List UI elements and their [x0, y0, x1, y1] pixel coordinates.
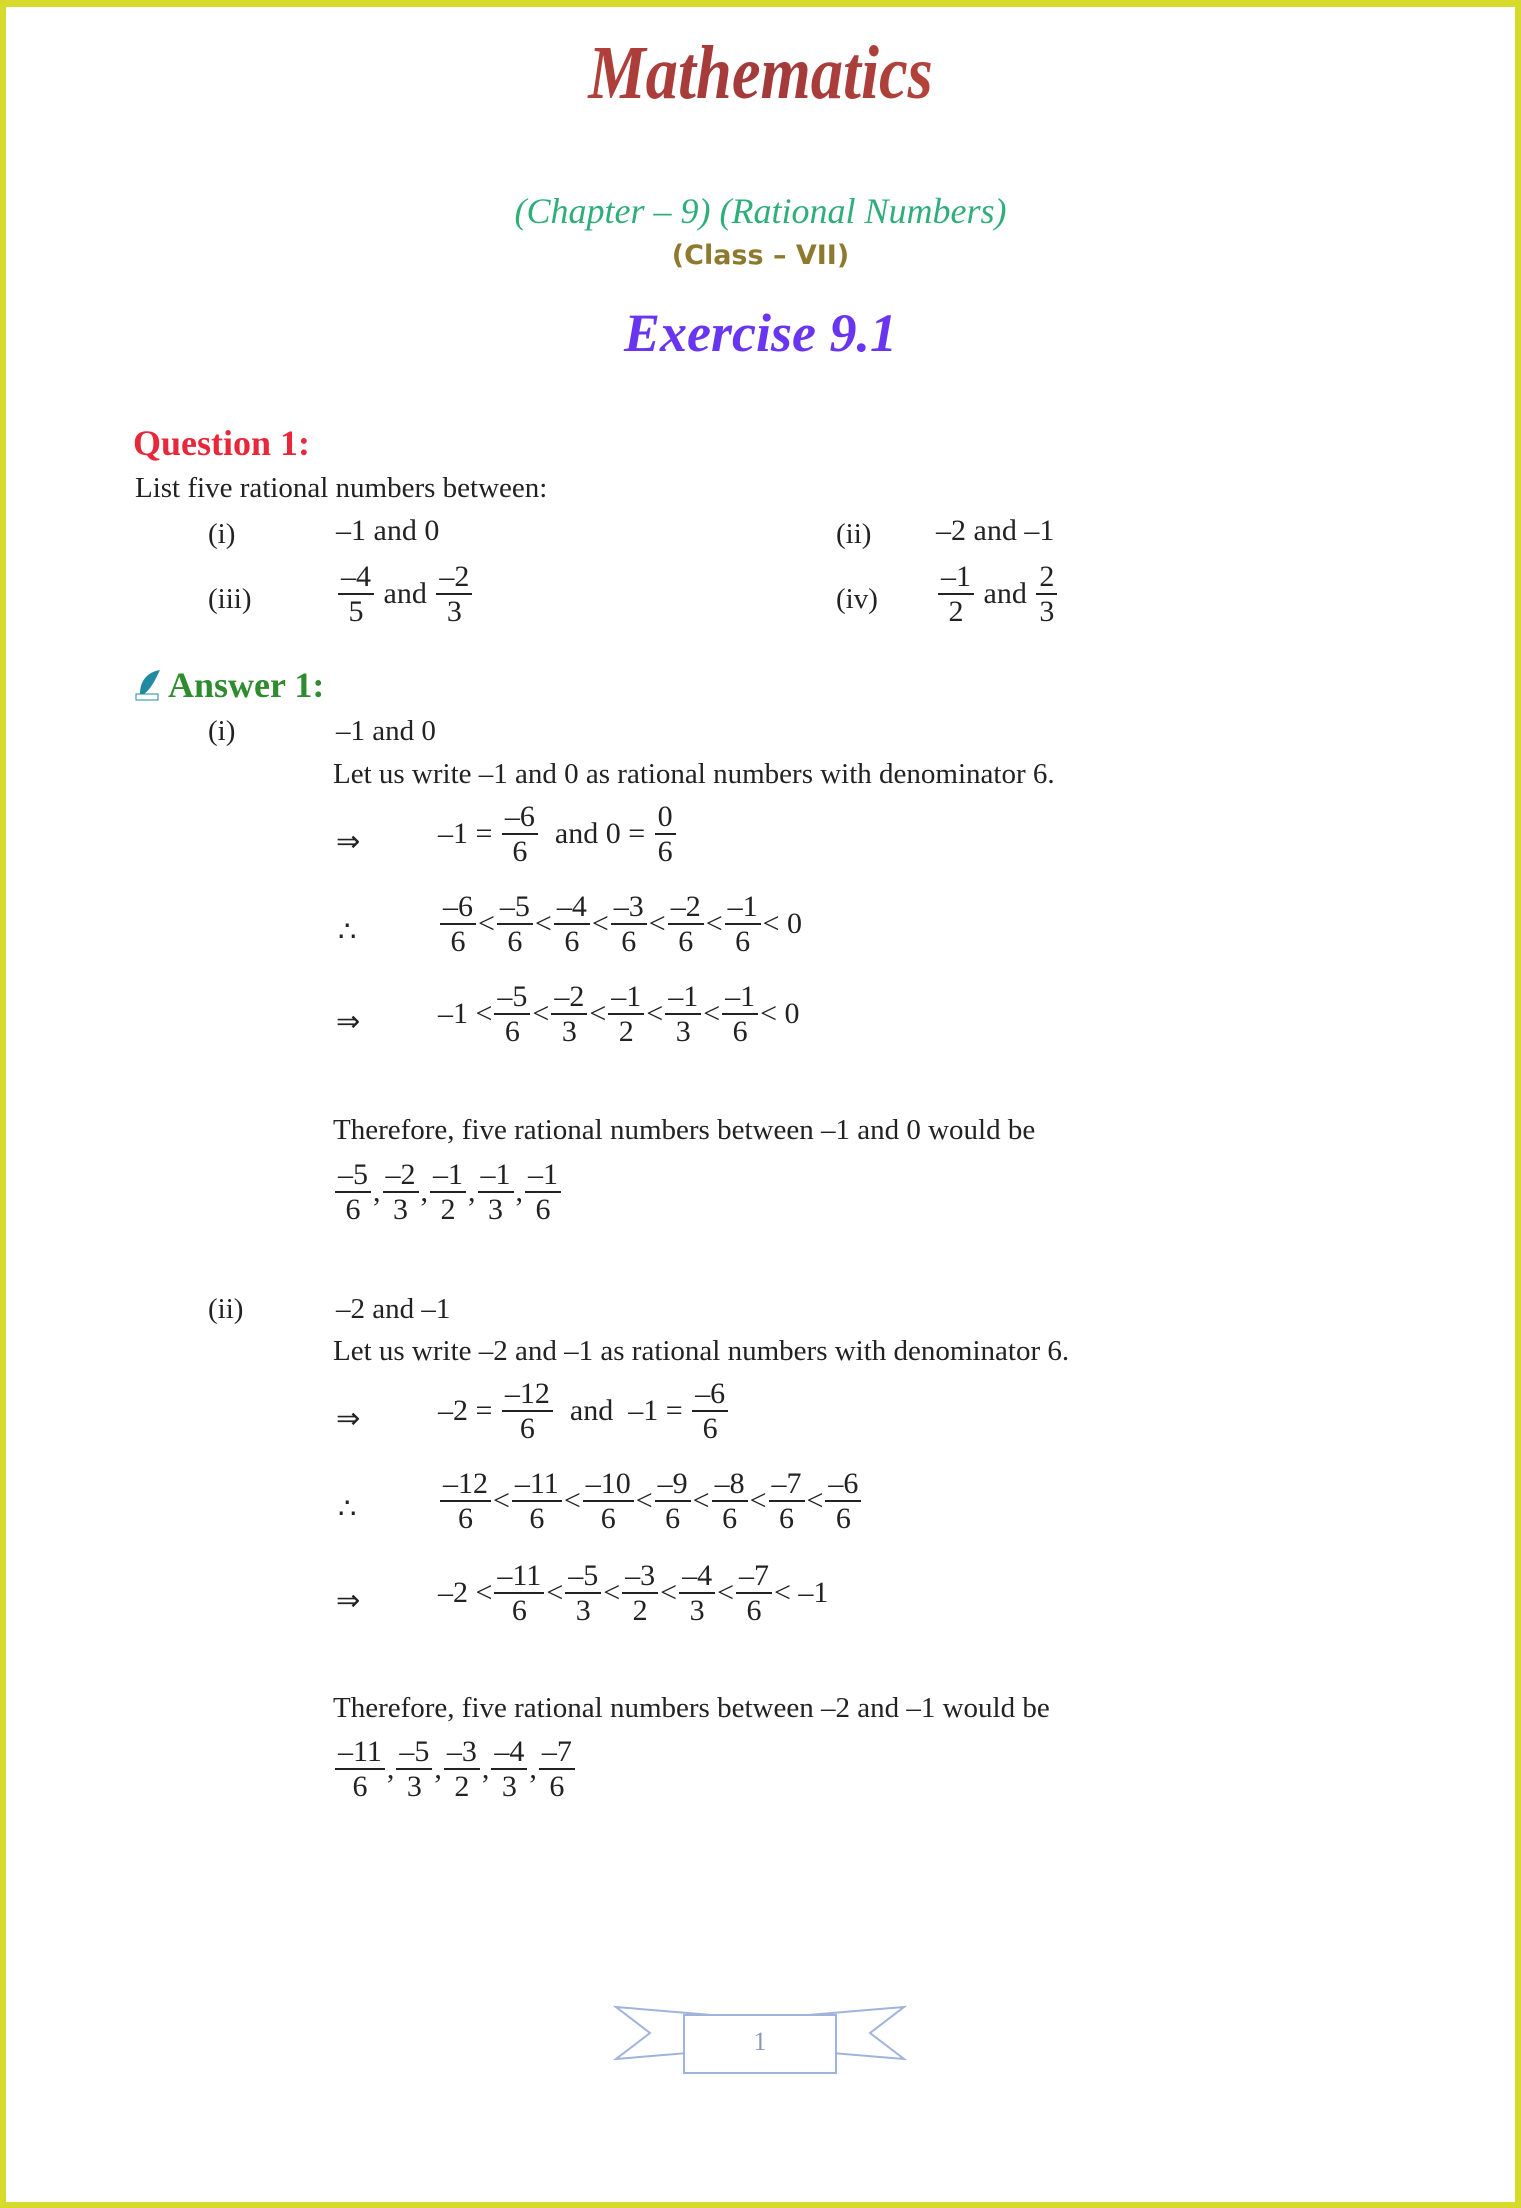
numerator: –5 — [497, 890, 533, 925]
numerator: –6 — [502, 800, 538, 835]
numerator: –4 — [338, 560, 374, 595]
fraction — [491, 1735, 527, 1803]
step-expr — [438, 980, 800, 1048]
fraction — [551, 980, 587, 1048]
fraction — [335, 1735, 385, 1803]
numerator: –11 — [335, 1735, 385, 1770]
answer-label: Answer 1: — [168, 665, 325, 705]
numerator: –1 — [725, 890, 761, 925]
question-part-expr — [336, 514, 439, 548]
numerator: –1 — [938, 560, 974, 595]
math-text: and — [376, 577, 435, 610]
math-text: , — [515, 1175, 523, 1208]
fraction — [668, 890, 704, 958]
part-heading: –2 and –1 — [336, 1293, 451, 1325]
numerator: –6 — [692, 1377, 728, 1412]
denominator: 6 — [835, 1502, 851, 1535]
numerator: –3 — [611, 890, 647, 925]
fraction — [383, 1158, 419, 1226]
numerator: –11 — [512, 1467, 562, 1502]
numerator: –9 — [655, 1467, 691, 1502]
fraction — [769, 1467, 805, 1535]
page-title: Mathematics — [114, 30, 1407, 117]
denominator: 6 — [735, 925, 751, 958]
math-text: –2 = — [438, 1394, 500, 1427]
denominator: 6 — [779, 1502, 794, 1535]
step-expr — [438, 1559, 828, 1627]
fraction — [583, 1467, 634, 1535]
fraction — [679, 1559, 715, 1627]
part-conclusion: Therefore, five rational numbers between –1 and 0 would be — [333, 1114, 1036, 1146]
fraction — [722, 980, 758, 1048]
denominator: 6 — [504, 1015, 520, 1048]
fraction — [335, 1158, 371, 1226]
fraction — [512, 1467, 562, 1535]
denominator: 3 — [488, 1193, 503, 1226]
question-part-expr — [936, 560, 1059, 628]
math-text: < — [648, 907, 666, 940]
step-symbol: ⇒ — [336, 1403, 361, 1435]
math-text: < — [546, 1576, 564, 1609]
fraction — [1036, 560, 1057, 628]
fraction — [665, 980, 701, 1048]
denominator: 3 — [689, 1594, 705, 1627]
math-text: –1 and 0 — [336, 514, 440, 547]
numerator: –4 — [679, 1559, 715, 1594]
math-text: and 0 = — [539, 817, 653, 850]
math-text: , — [420, 1175, 428, 1208]
denominator: 6 — [732, 1015, 748, 1048]
denominator: 6 — [352, 1770, 368, 1803]
numerator: –12 — [502, 1377, 553, 1412]
math-text: < — [532, 997, 550, 1030]
question-prompt: List five rational numbers between: — [135, 472, 548, 504]
math-text: and –1 = — [554, 1394, 691, 1427]
step-symbol: ⇒ — [336, 1585, 361, 1617]
numerator: –2 — [551, 980, 587, 1015]
fraction — [436, 560, 472, 628]
part-label: (iv) — [836, 583, 878, 615]
part-label: (i) — [208, 715, 236, 747]
fraction — [692, 1377, 728, 1445]
math-text: < 0 — [762, 907, 803, 940]
fraction — [478, 1158, 514, 1226]
denominator: 6 — [512, 835, 528, 868]
numerator: –3 — [622, 1559, 658, 1594]
step-expr — [438, 890, 802, 958]
part-intro: Let us write –2 and –1 as rational numbers with denominator 6. — [333, 1335, 1070, 1367]
denominator: 3 — [675, 1015, 691, 1048]
denominator: 2 — [948, 595, 964, 628]
numerator: –1 — [722, 980, 758, 1015]
denominator: 3 — [393, 1193, 408, 1226]
math-text: < — [806, 1484, 824, 1517]
denominator: 6 — [507, 925, 523, 958]
numerator: –5 — [494, 980, 530, 1015]
math-text: , — [481, 1752, 490, 1785]
numerator: –1 — [608, 980, 644, 1015]
numerator: –7 — [736, 1559, 772, 1594]
math-text: –1 = — [438, 817, 500, 850]
question-part-expr — [336, 560, 474, 628]
denominator: 3 — [575, 1594, 591, 1627]
denominator: 6 — [564, 925, 580, 958]
part-label: (iii) — [208, 583, 252, 615]
denominator: 6 — [600, 1502, 616, 1535]
denominator: 6 — [746, 1594, 762, 1627]
math-text: < — [692, 1484, 710, 1517]
math-text: < — [493, 1484, 510, 1517]
fraction — [494, 1559, 544, 1627]
denominator: 6 — [519, 1412, 535, 1445]
math-text: < — [603, 1576, 621, 1609]
math-text: < — [478, 907, 495, 940]
math-text: < 0 — [760, 997, 800, 1030]
fraction — [712, 1467, 748, 1535]
fraction — [440, 1467, 491, 1535]
part-intro: Let us write –1 and 0 as rational numbers with denominator 6. — [333, 758, 1055, 790]
math-text: < — [705, 907, 723, 940]
math-text: < — [703, 997, 721, 1030]
math-text: < — [534, 907, 552, 940]
numerator: –4 — [491, 1735, 527, 1770]
numerator: –12 — [440, 1467, 491, 1502]
numerator: –6 — [440, 890, 476, 925]
step-expr — [438, 1467, 863, 1535]
math-text: , — [386, 1752, 395, 1785]
part-label: (ii) — [208, 1293, 244, 1325]
fraction — [725, 890, 761, 958]
part-label: (ii) — [836, 518, 872, 550]
fraction — [440, 890, 476, 958]
math-text: –1 < — [438, 997, 493, 1030]
step-symbol: ⇒ — [336, 826, 361, 858]
numerator: –1 — [525, 1158, 561, 1193]
numerator: 2 — [1036, 560, 1057, 595]
numerator: –7 — [539, 1735, 575, 1770]
fraction — [554, 890, 590, 958]
page-number-ribbon — [612, 1985, 908, 2075]
numerator: –7 — [769, 1467, 805, 1502]
math-text: < — [591, 907, 609, 940]
numerator: –5 — [565, 1559, 601, 1594]
denominator: 6 — [458, 1502, 473, 1535]
result-list — [333, 1735, 577, 1803]
denominator: 2 — [618, 1015, 634, 1048]
numerator: –1 — [478, 1158, 514, 1193]
denominator: 5 — [348, 595, 364, 628]
part-conclusion: Therefore, five rational numbers between –2 and –1 would be — [333, 1692, 1050, 1724]
denominator: 2 — [454, 1770, 470, 1803]
step-expr — [438, 1377, 730, 1445]
fraction — [502, 1377, 553, 1445]
numerator: 0 — [655, 800, 676, 835]
denominator: 6 — [450, 925, 466, 958]
denominator: 2 — [632, 1594, 648, 1627]
numerator: –3 — [444, 1735, 480, 1770]
math-text: < — [646, 997, 664, 1030]
denominator: 6 — [621, 925, 637, 958]
denominator: 3 — [501, 1770, 517, 1803]
fraction — [736, 1559, 772, 1627]
fraction — [494, 980, 530, 1048]
denominator: 6 — [529, 1502, 545, 1535]
fraction — [396, 1735, 432, 1803]
fraction — [622, 1559, 658, 1627]
math-text: , — [468, 1175, 476, 1208]
fraction — [655, 1467, 691, 1535]
numerator: –11 — [494, 1559, 544, 1594]
numerator: –1 — [430, 1158, 466, 1193]
fraction — [655, 800, 676, 868]
math-text: and — [976, 577, 1035, 610]
pen-logo-icon — [134, 668, 162, 702]
fraction — [565, 1559, 601, 1627]
math-text: < –1 — [774, 1576, 829, 1609]
numerator: –10 — [583, 1467, 634, 1502]
math-text: , — [373, 1175, 381, 1208]
denominator: 6 — [678, 925, 694, 958]
answer-heading — [134, 664, 324, 706]
step-expr — [438, 800, 678, 868]
denominator: 6 — [722, 1502, 738, 1535]
fraction — [497, 890, 533, 958]
question-label: Question 1: — [133, 423, 311, 463]
step-symbol: ⇒ — [336, 1006, 361, 1038]
math-text: < — [660, 1576, 678, 1609]
numerator: –5 — [396, 1735, 432, 1770]
denominator: 3 — [406, 1770, 422, 1803]
fraction — [539, 1735, 575, 1803]
numerator: –5 — [335, 1158, 371, 1193]
page-number: 1 — [753, 2027, 767, 2056]
fraction — [938, 560, 974, 628]
math-text: < — [589, 997, 607, 1030]
fraction — [338, 560, 374, 628]
math-text: –2 < — [438, 1576, 493, 1609]
denominator: 3 — [1039, 595, 1055, 628]
math-text: , — [529, 1752, 537, 1785]
question-part-expr — [936, 514, 1054, 548]
math-text: < — [635, 1484, 653, 1517]
denominator: 3 — [446, 595, 462, 628]
fraction — [430, 1158, 466, 1226]
numerator: –8 — [712, 1467, 748, 1502]
denominator: 6 — [345, 1193, 361, 1226]
denominator: 2 — [440, 1193, 456, 1226]
denominator: 6 — [535, 1193, 551, 1226]
exercise-heading: Exercise 9.1 — [624, 303, 897, 363]
denominator: 3 — [561, 1015, 577, 1048]
denominator: 6 — [657, 835, 673, 868]
numerator: –4 — [554, 890, 590, 925]
numerator: –1 — [665, 980, 701, 1015]
numerator: –2 — [383, 1158, 419, 1193]
math-text: , — [434, 1752, 442, 1785]
result-list — [333, 1158, 563, 1226]
denominator: 6 — [549, 1770, 565, 1803]
math-text: < — [563, 1484, 581, 1517]
step-symbol: ∴ — [338, 1493, 357, 1525]
numerator: –2 — [668, 890, 704, 925]
part-heading: –1 and 0 — [336, 715, 436, 747]
step-symbol: ∴ — [338, 916, 357, 948]
fraction — [502, 800, 538, 868]
fraction — [525, 1158, 561, 1226]
math-text: < — [717, 1576, 734, 1609]
fraction — [825, 1467, 861, 1535]
fraction — [608, 980, 644, 1048]
numerator: –2 — [436, 560, 472, 595]
denominator: 6 — [511, 1594, 527, 1627]
class-heading: (Class – VII) — [671, 240, 850, 271]
math-text: –2 and –1 — [936, 514, 1055, 547]
part-label: (i) — [208, 518, 236, 550]
denominator: 6 — [702, 1412, 718, 1445]
fraction — [444, 1735, 480, 1803]
numerator: –6 — [825, 1467, 861, 1502]
denominator: 6 — [665, 1502, 681, 1535]
chapter-heading: (Chapter – 9) (Rational Numbers) — [514, 191, 1007, 231]
math-text: < — [749, 1484, 767, 1517]
fraction — [611, 890, 647, 958]
